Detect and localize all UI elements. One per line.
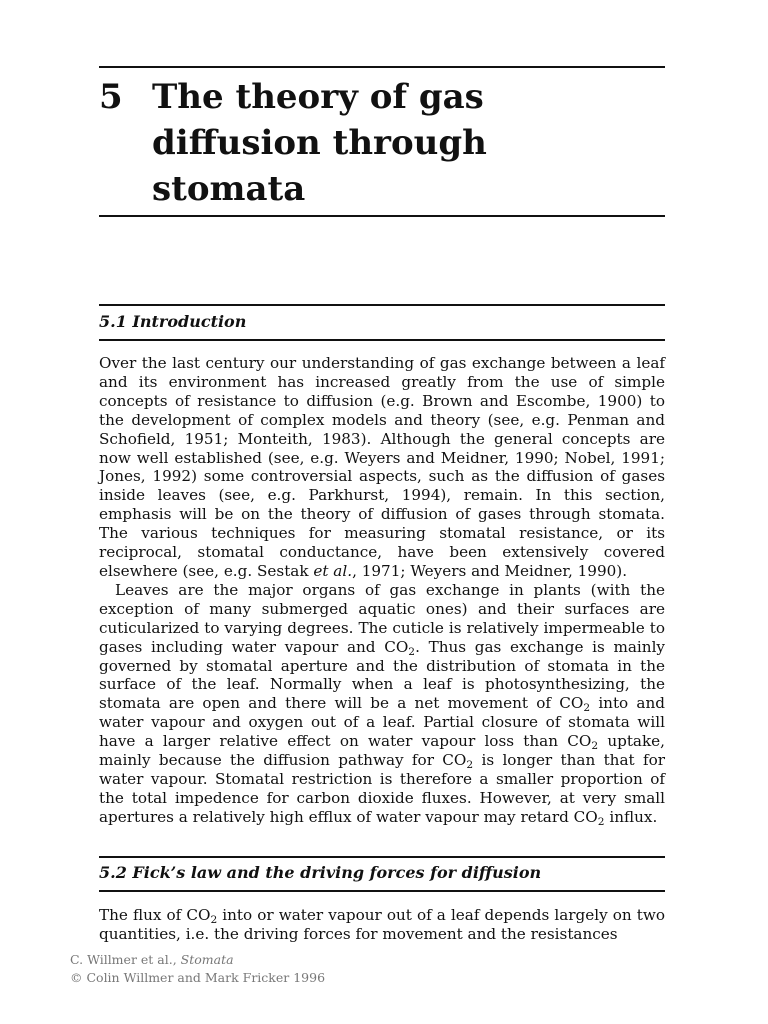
paragraph: The flux of $CO_2$ into or water vapour out of a leaf depends largely on two quantities, i.e. the driving forces for movement and the resistances: [99, 906, 665, 943]
et-al-italic: et al.: [313, 561, 353, 580]
chapter-title-line: The theory of gas: [152, 77, 484, 117]
section-1-heading: 5.1 Introduction: [99, 312, 247, 331]
section-2-heading: 5.2 Fick’s law and the driving forces for diffusion: [99, 863, 542, 882]
section-2-body: [99, 906, 665, 944]
section-2-bottom-rule: [99, 890, 665, 892]
section-1-top-rule: [99, 304, 665, 306]
paragraph: Leaves are the major organs of gas exchange in plants (with the exception of many submerged aquatic ones) and their surfaces are cuticularized to varying degrees. The cuticle is relatively impermeable to gases including water vapour and $CO_2$. Thus gas exchange is mainly governed by stomatal aperture and the distribution of stomata in the surface of the leaf. Normally when a leaf is photosynthesizing, the stomata are open and there will be a net movement of $CO_2$ into and water vapour and oxygen out of a leaf. Partial closure of stomata will have a larger relative effect on water vapour loss than $CO_2$ uptake, mainly because the diffusion pathway for $CO_2$ is longer than that for water vapour. Stomatal restriction is therefore a smaller proportion of the total impedence for carbon dioxide fluxes. However, at very small apertures a relatively high efflux of water vapour may retard $CO_2$ influx.: [99, 580, 666, 828]
footer-citation: C. Willmer et al., Stomata: [70, 952, 234, 967]
copyright-footer: [70, 951, 325, 987]
footer-copyright: © Colin Willmer and Mark Fricker 1996: [70, 970, 326, 985]
section-1-body: [99, 354, 665, 827]
section-1-bottom-rule: [99, 339, 665, 341]
section-2-top-rule: [99, 856, 665, 858]
chapter-title-line: diffusion through: [152, 123, 487, 163]
top-rule: [99, 66, 665, 68]
paragraph: Over the last century our understanding of gas exchange between a leaf and its environment has increased greatly from the use of simple concepts of resistance to diffusion (e.g. Brown and Escombe, 1900) to the development of complex models and theory (see, e.g. Penman and Schofield, 1951; Monteith, 1983). Although the general concepts are now well established (see, e.g. Weyers and Meidner, 1990; Nobel, 1991; Jones, 1992) some controversial aspects, such as the diffusion of gases inside leaves (see, e.g. Parkhurst, 1994), remain. In this section, emphasis will be on the theory of diffusion of gases through stomata. The various techniques for measuring stomatal resistance, or its reciprocal, stomatal conductance, have been extensively covered elsewhere (see, e.g. Sestak et al., 1971; Weyers and Meidner, 1990).: [99, 354, 665, 580]
title-bottom-rule: [99, 215, 665, 217]
chapter-number: 5: [99, 77, 123, 117]
chapter-title-line: stomata: [152, 169, 306, 209]
chapter-title: [152, 74, 652, 212]
